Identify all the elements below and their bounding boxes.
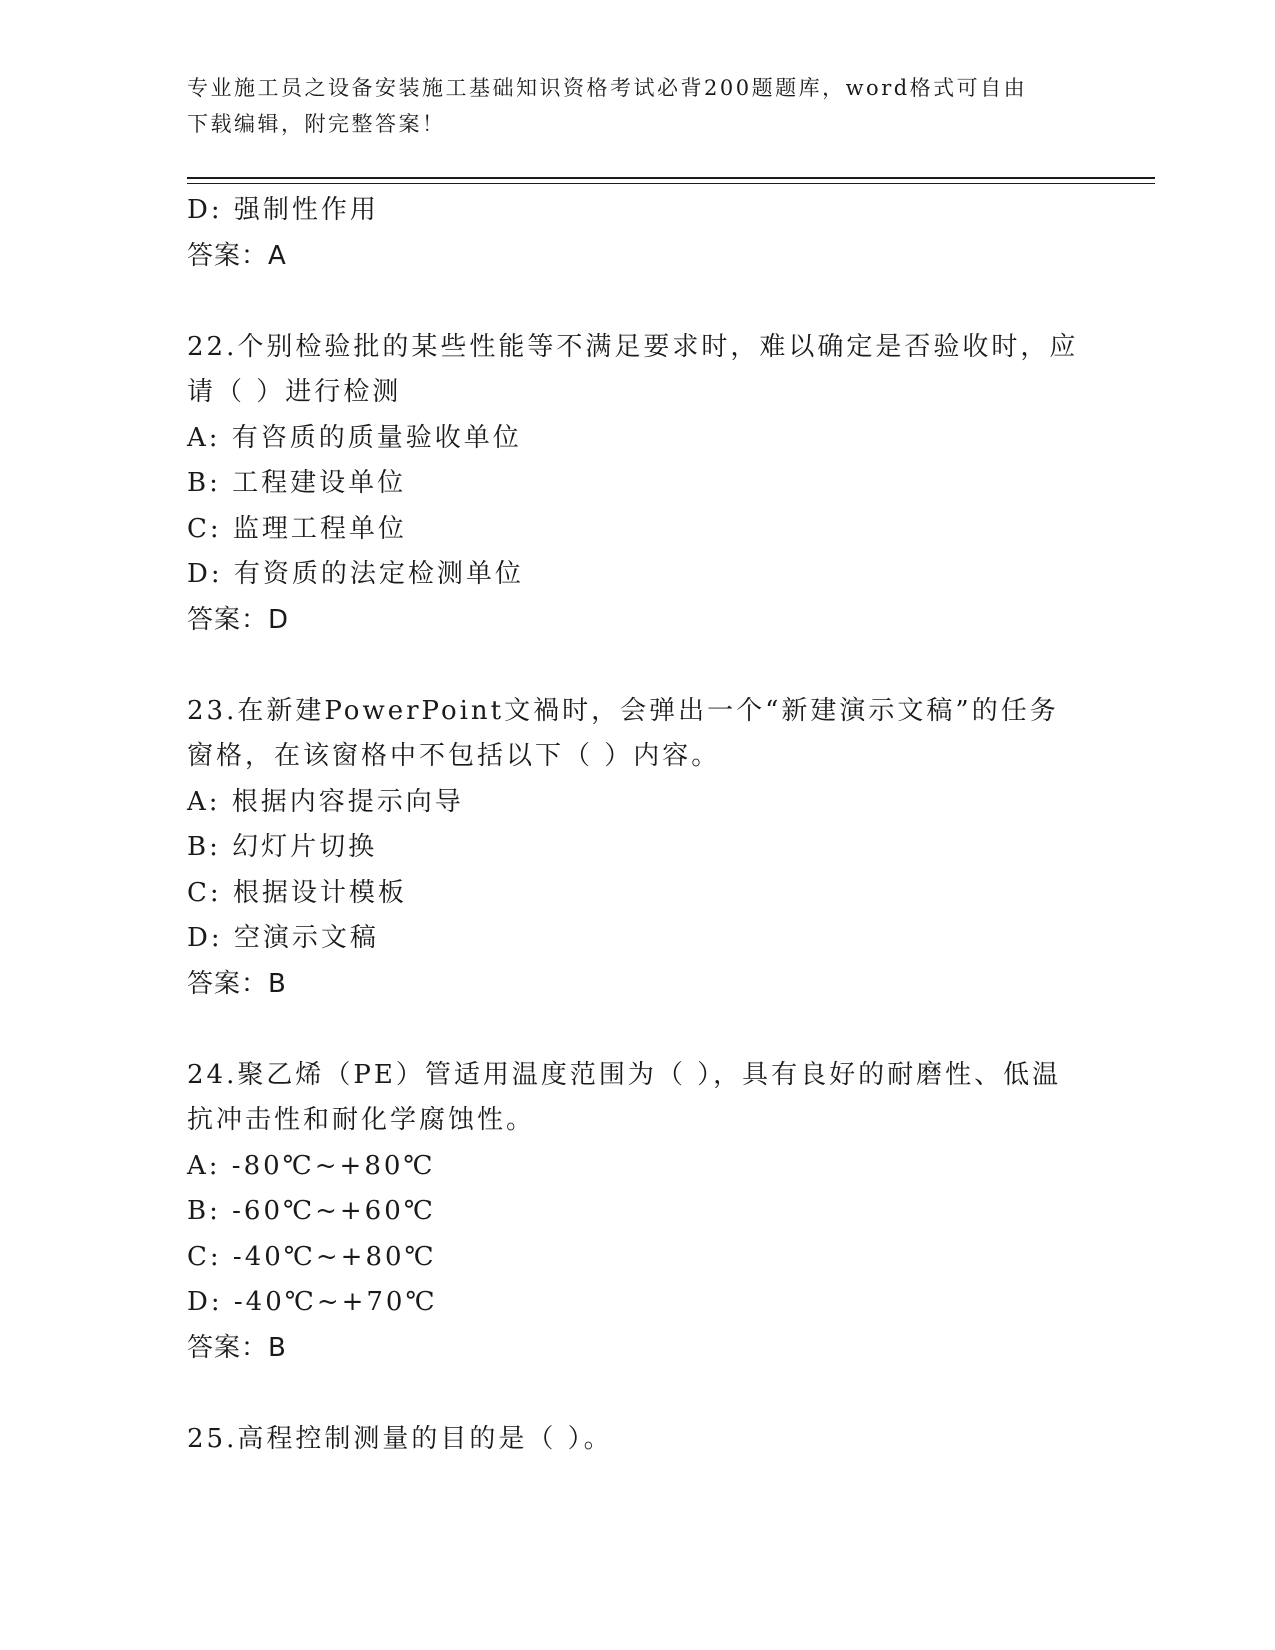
header-rule-thin — [187, 183, 1155, 184]
option-a: A: -80℃~+80℃ — [187, 1150, 436, 1181]
option-d: D: 强制性作用 — [187, 195, 379, 225]
document-header — [187, 70, 1087, 142]
header-line-2: 下载编辑，附完整答案！ — [187, 112, 446, 136]
option-a: A: 根据内容提示向导 — [187, 786, 464, 817]
spacer — [187, 1371, 1087, 1417]
question-stem-cont: 抗冲击性和耐化学腐蚀性。 — [187, 1105, 536, 1135]
option-a: A: 有咨质的质量验收单位 — [187, 422, 522, 453]
answer-line: 答案：A — [187, 240, 287, 271]
question-24 — [187, 1053, 1087, 1372]
header-line-1: 专业施工员之设备安装施工基础知识资格考试必背200题题库，word格式可自由 — [187, 76, 1028, 100]
option-b: B: 工程建设单位 — [187, 468, 407, 498]
answer-line: 答案：B — [187, 1332, 287, 1363]
question-22 — [187, 325, 1087, 644]
question-stem-cont: 窗格，在该窗格中不包括以下（ ）内容。 — [187, 741, 721, 771]
option-d: D: -40℃~+70℃ — [187, 1287, 438, 1317]
question-stem: 24.聚乙烯（PE）管适用温度范围为（ ），具有良好的耐磨性、低温 — [187, 1059, 1062, 1090]
question-23 — [187, 689, 1087, 1008]
option-c: C: 监理工程单位 — [187, 513, 407, 544]
option-b: B: -60℃~+60℃ — [187, 1196, 436, 1226]
option-d: D: 有资质的法定检测单位 — [187, 559, 524, 589]
spacer — [187, 643, 1087, 689]
option-c: C: 根据设计模板 — [187, 877, 407, 908]
option-b: B: 幻灯片切换 — [187, 832, 378, 862]
spacer — [187, 1007, 1087, 1053]
question-25 — [187, 1417, 1087, 1463]
question-stem: 22.个别检验批的某些性能等不满足要求时，难以确定是否验收时，应 — [187, 331, 1079, 362]
spacer — [187, 279, 1087, 325]
answer-line: 答案：B — [187, 968, 287, 999]
question-stem: 23.在新建PowerPoint文禍时，会弹出一个“新建演示文稿”的任务 — [187, 695, 1059, 726]
option-d: D: 空演示文稿 — [187, 923, 379, 953]
question-stem-cont: 请（ ）进行检测 — [187, 377, 402, 407]
option-c: C: -40℃~+80℃ — [187, 1241, 437, 1272]
header-rule-thick — [187, 177, 1155, 179]
question-stem: 25.高程控制测量的目的是（ ）。 — [187, 1423, 613, 1454]
answer-line: 答案：D — [187, 604, 290, 635]
question-content — [187, 188, 1087, 1462]
